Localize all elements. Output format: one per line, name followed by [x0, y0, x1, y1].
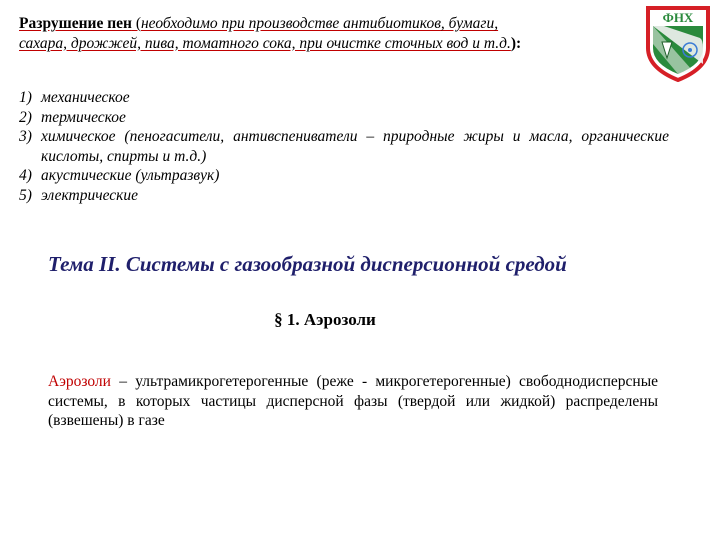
list-item-text: электрические: [41, 186, 139, 204]
list-item: [19, 186, 669, 206]
section-title: § 1. Аэрозоли: [274, 310, 376, 329]
list-item: [19, 88, 669, 108]
intro-details: необходимо при производстве антибиотиков, бумаги, сахара, дрожжей, пива, томатного сока, при очистке сточных вод и т.д.: [19, 15, 511, 52]
list-item-text: химическое (пеногасители, антивспениватели – природные жиры и масла, органические кислоты, спирты и т.д.): [41, 128, 669, 165]
foam-destruction-intro: [19, 14, 534, 53]
list-item: [19, 166, 669, 186]
intro-paren-close: ):: [510, 34, 522, 52]
list-item-text: термическое: [41, 108, 126, 126]
intro-heading: Разрушение пен: [19, 15, 132, 32]
definition-text: – ультрамикрогетерогенные (реже - микрогетерогенные) свободнодисперсные системы, в которых частицы дисперсной фазы (твердой или жидкой) распределены (взвешены) в газе: [48, 373, 658, 429]
definition-term: Аэрозоли: [48, 373, 111, 390]
list-item-number: 5): [19, 186, 32, 204]
topic-title: Тема II. Системы с газообразной дисперсионной средой: [48, 252, 567, 276]
list-item-number: 3): [19, 128, 32, 145]
faculty-logo: [644, 4, 712, 82]
list-item-text: механическое: [41, 89, 130, 106]
list-item: [19, 127, 669, 166]
aerosol-definition: [48, 372, 658, 431]
logo-lettering: ФНХ: [662, 10, 694, 25]
list-item-number: 4): [19, 167, 32, 184]
intro-paren-open: (: [131, 15, 141, 32]
methods-list: [19, 88, 669, 205]
list-item: [19, 108, 669, 128]
list-item-number: 2): [19, 108, 32, 126]
list-item-number: 1): [19, 89, 32, 106]
list-item-text: акустические (ультразвук): [41, 167, 220, 184]
intro-underlined-text: [19, 15, 511, 52]
